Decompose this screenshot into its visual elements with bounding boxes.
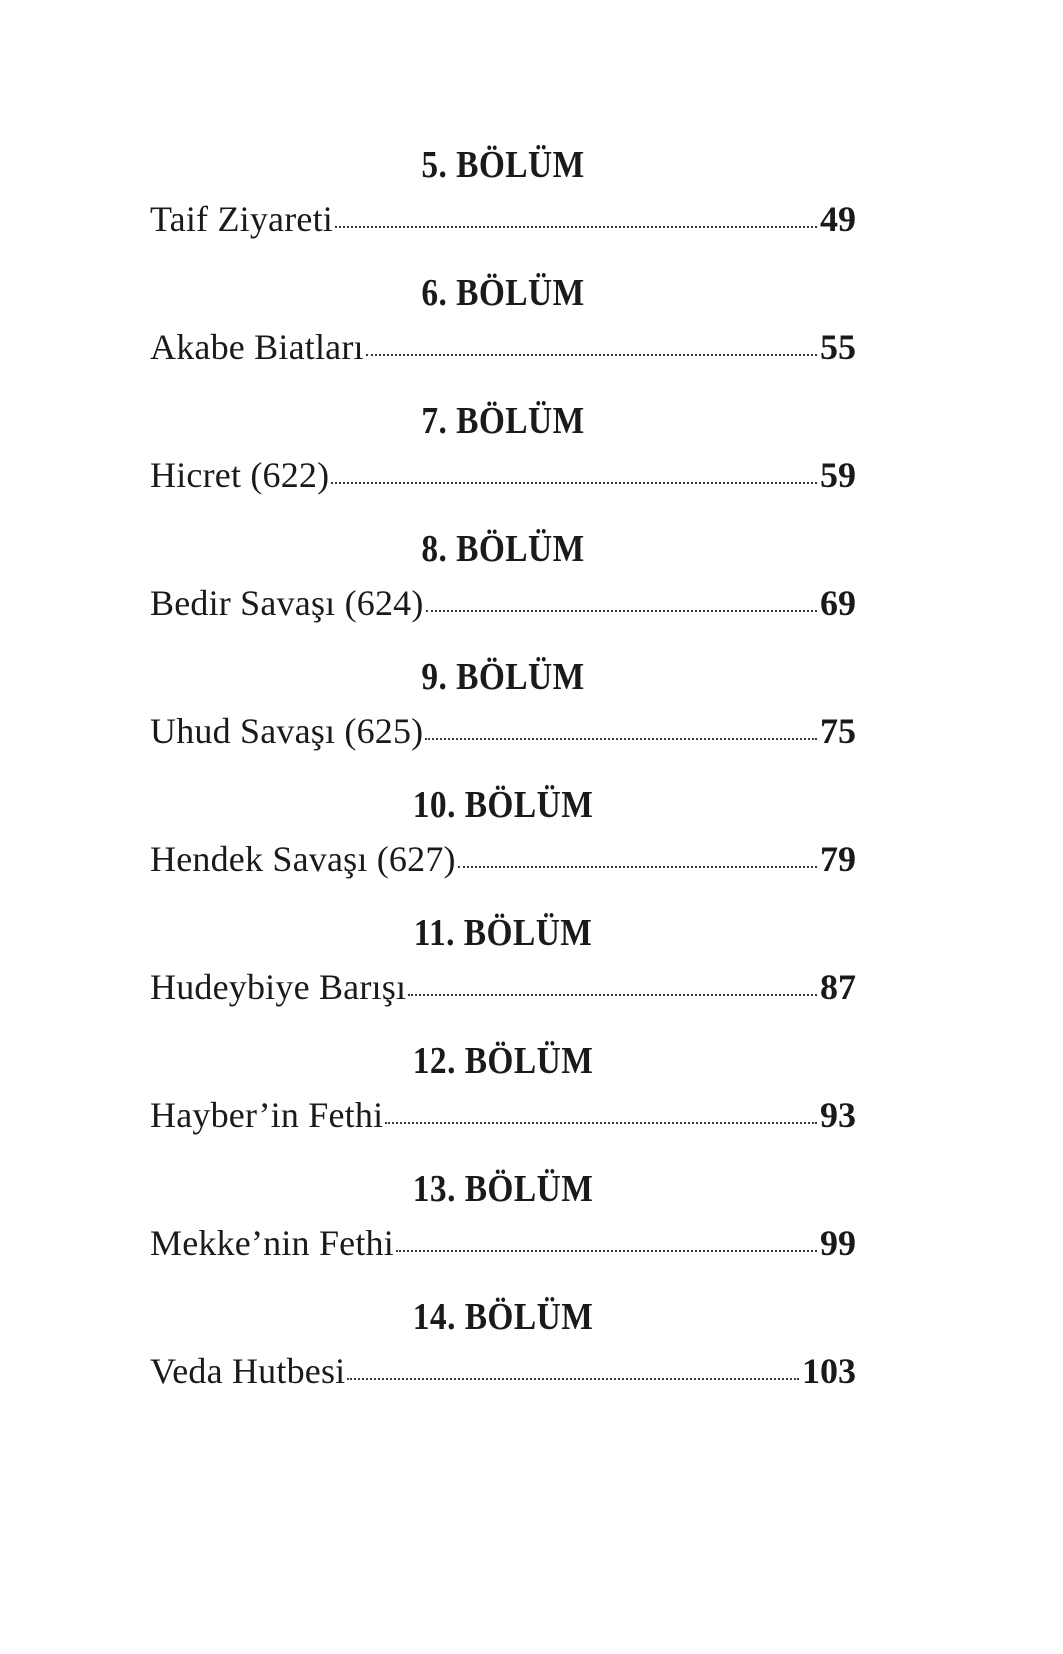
chapter-heading: 10. BÖLÜM	[412, 784, 594, 826]
chapter-heading: 14. BÖLÜM	[412, 1296, 594, 1338]
entry-title: Hudeybiye Barışı	[150, 967, 407, 1007]
toc-section	[150, 524, 856, 652]
dot-leader	[425, 738, 817, 740]
chapter-heading: 11. BÖLÜM	[413, 912, 593, 954]
chapter-heading: 6. BÖLÜM	[421, 272, 585, 314]
chapter-heading: 12. BÖLÜM	[412, 1040, 594, 1082]
entry-title: Uhud Savaşı (625)	[150, 711, 424, 751]
dot-leader	[347, 1378, 799, 1380]
page-number: 99	[820, 1223, 856, 1263]
toc-section	[150, 1164, 856, 1292]
toc-section	[150, 140, 856, 268]
chapter-heading: 5. BÖLÜM	[421, 144, 585, 186]
toc-entry[interactable]	[150, 708, 856, 754]
entry-title: Veda Hutbesi	[150, 1351, 346, 1391]
page-number: 75	[820, 711, 856, 751]
toc-section	[150, 1292, 856, 1420]
chapter-heading: 9. BÖLÜM	[421, 656, 585, 698]
page-number: 49	[820, 199, 856, 239]
entry-title: Mekke’nin Fethi	[150, 1223, 394, 1263]
toc-section	[150, 396, 856, 524]
dot-leader	[458, 866, 817, 868]
toc-entry[interactable]	[150, 964, 856, 1010]
dot-leader	[366, 354, 817, 356]
entry-title: Hayber’in Fethi	[150, 1095, 384, 1135]
page-number: 69	[820, 583, 856, 623]
entry-title: Taif Ziyareti	[150, 199, 333, 239]
dot-leader	[408, 994, 817, 996]
toc-entry[interactable]	[150, 324, 856, 370]
toc-entry[interactable]	[150, 836, 856, 882]
toc-section	[150, 1036, 856, 1164]
dot-leader	[426, 610, 817, 612]
toc-entry[interactable]	[150, 1348, 856, 1394]
table-of-contents	[150, 140, 856, 1420]
dot-leader	[331, 482, 817, 484]
toc-entry[interactable]	[150, 1092, 856, 1138]
entry-title: Hendek Savaşı (627)	[150, 839, 456, 879]
entry-title: Hicret (622)	[150, 455, 330, 495]
page-number: 87	[820, 967, 856, 1007]
page-number: 79	[820, 839, 856, 879]
toc-entry[interactable]	[150, 452, 856, 498]
page-number: 59	[820, 455, 856, 495]
toc-section	[150, 780, 856, 908]
page-number: 55	[820, 327, 856, 367]
entry-title: Bedir Savaşı (624)	[150, 583, 424, 623]
page-number: 103	[802, 1351, 856, 1391]
page-number: 93	[820, 1095, 856, 1135]
toc-entry[interactable]	[150, 1220, 856, 1266]
dot-leader	[396, 1250, 817, 1252]
toc-entry[interactable]	[150, 196, 856, 242]
toc-section	[150, 268, 856, 396]
toc-entry[interactable]	[150, 580, 856, 626]
entry-title: Akabe Biatları	[150, 327, 364, 367]
dot-leader	[335, 226, 817, 228]
chapter-heading: 7. BÖLÜM	[421, 400, 585, 442]
dot-leader	[385, 1122, 817, 1124]
toc-section	[150, 652, 856, 780]
toc-section	[150, 908, 856, 1036]
chapter-heading: 13. BÖLÜM	[412, 1168, 594, 1210]
chapter-heading: 8. BÖLÜM	[421, 528, 585, 570]
